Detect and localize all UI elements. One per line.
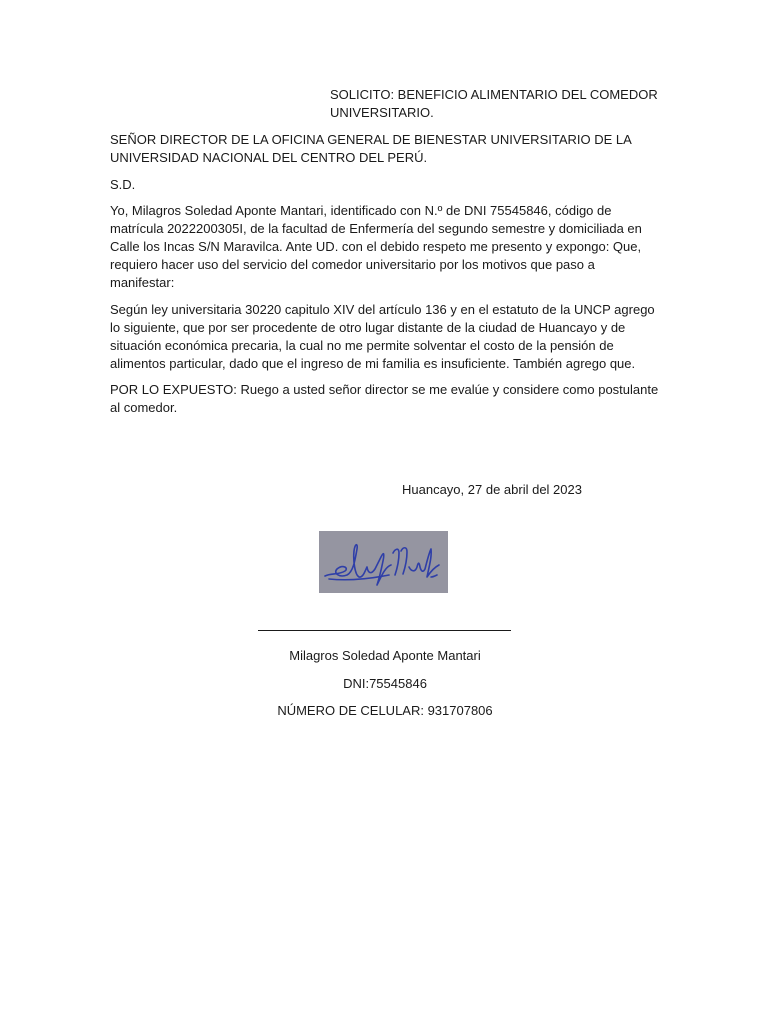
signature-line bbox=[258, 630, 511, 631]
subject-block bbox=[330, 86, 670, 122]
subject-line-2: UNIVERSITARIO. bbox=[330, 105, 434, 120]
signature-image bbox=[319, 531, 448, 593]
salutation: S.D. bbox=[110, 177, 136, 192]
place-date: Huancayo, 27 de abril del 2023 bbox=[402, 482, 582, 497]
signature-svg bbox=[319, 531, 448, 593]
subject-line-1: SOLICITO: BENEFICIO ALIMENTARIO DEL COMEDOR bbox=[330, 87, 658, 102]
signer-phone: NÚMERO DE CELULAR: 931707806 bbox=[277, 703, 493, 718]
body-paragraph-1: Yo, Milagros Soledad Aponte Mantari, identificado con N.º de DNI 75545846, código de matrícula 2022200305I, de la facultad de Enfermería del segundo semestre y domiciliada en Calle los Incas S/N Maravilca. Ante UD. con el debido respeto me presento y expongo: Que, requiero hacer uso del servicio del comedor universitario por los motivos que paso a manifestar: bbox=[110, 203, 642, 290]
body-paragraph-2: Según ley universitaria 30220 capitulo XIV del artículo 136 y en el estatuto de la UNCP agrego lo siguiente, que por ser procedente de otro lugar distante de la ciudad de Huancayo y de situación económica precaria, la cual no me permite solventar el costo de la pensión de alimentos particular, dado que el ingreso de mi familia es insuficiente. También agrego que. bbox=[110, 302, 655, 371]
signer-name: Milagros Soledad Aponte Mantari bbox=[289, 648, 481, 663]
addressee: SEÑOR DIRECTOR DE LA OFICINA GENERAL DE BIENESTAR UNIVERSITARIO DE LA UNIVERSIDAD NACIONAL DEL CENTRO DEL PERÚ. bbox=[110, 132, 632, 165]
signer-dni: DNI:75545846 bbox=[343, 676, 427, 691]
closing-paragraph: POR LO EXPUESTO: Ruego a usted señor director se me evalúe y considere como postulante al comedor. bbox=[110, 382, 659, 415]
